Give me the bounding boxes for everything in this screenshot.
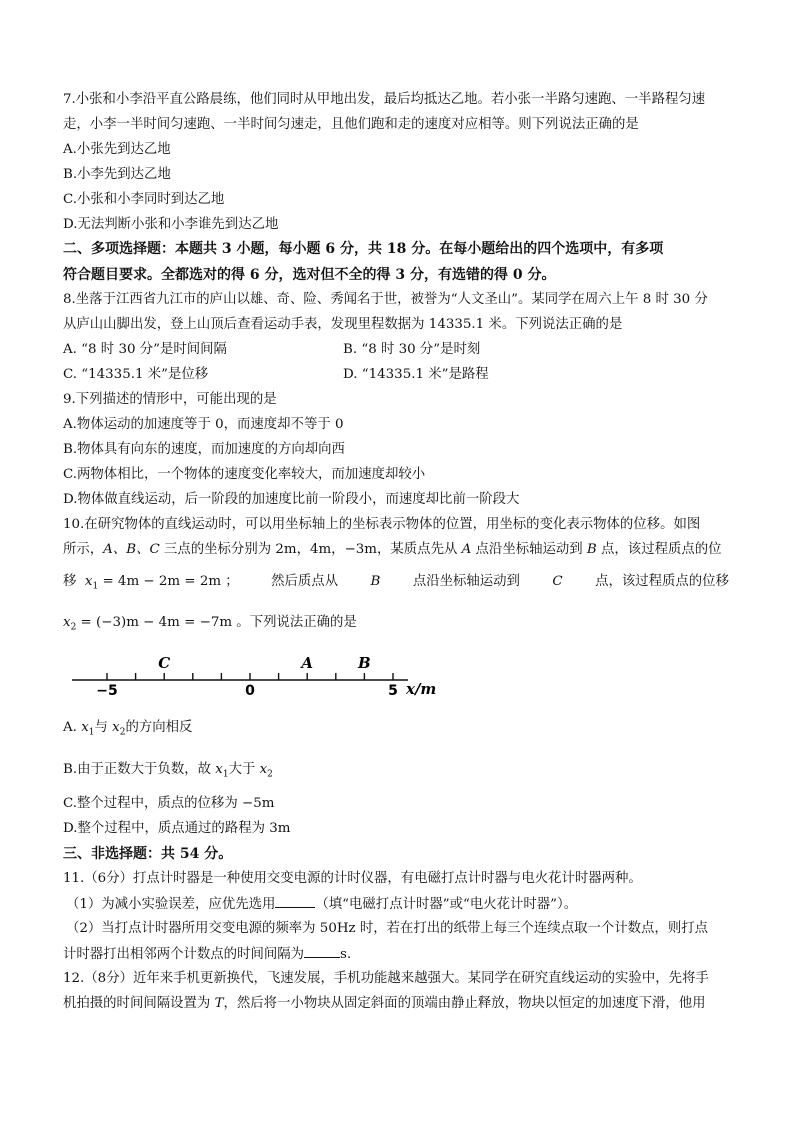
- q10-point-c: C: [552, 574, 563, 589]
- q12-line-2: [63, 995, 706, 1013]
- q10-x1-symbol: x: [81, 720, 89, 735]
- q10-text: 移: [63, 574, 77, 589]
- q10-x2-symbol: x: [112, 720, 120, 735]
- q7-option-c: C.小张和小李同时到达乙地: [63, 192, 225, 207]
- q12-line-1: 12.（8分）近年来手机更新换代，飞速发展，手机功能越来越强大。某同学在研究直线运动的实验中，先将手: [63, 971, 709, 986]
- q10-x2-subscript: 2: [70, 622, 77, 633]
- q10-point-names: A、B、C: [103, 542, 160, 557]
- q10-x2-symbol: x: [259, 762, 268, 777]
- q10-point-b: B: [370, 574, 381, 589]
- q11-part-2: （2）当打点计时器所用交变电源的频率为 50Hz 时，若在打出的纸带上每三个连续点取一个计数点，则打点: [66, 921, 708, 936]
- q10-point-a: A: [461, 542, 472, 557]
- q9-option-c: C.两物体相比，一个物体的速度变化率较大，而加速度却较小: [63, 467, 426, 482]
- q10-x1-symbol: x: [84, 574, 93, 589]
- q10-option-b: [63, 761, 273, 784]
- point-label-b: B: [358, 654, 371, 672]
- number-line-ticks: [107, 673, 393, 680]
- q8-option-b: B. “8 时 30 分”是时刻: [343, 342, 481, 357]
- q9-line-1: 9.下列描述的情形中，可能出现的是: [63, 392, 277, 407]
- q11-answer-blank-1[interactable]: [275, 895, 315, 908]
- q8-option-c: C. “14335.1 米”是位移: [63, 367, 209, 382]
- q9-option-d: D.物体做直线运动，后一阶段的加速度比前一阶段小，而速度却比前一阶段大: [63, 492, 520, 507]
- section2-heading-line-2: 符合题目要求。全都选对的得 6 分，选对但不全的得 3 分，有选错的得 0 分。: [63, 267, 556, 283]
- q10-line-2-part: 点，该过程质点的位: [596, 542, 722, 557]
- q7-line-1: 7.小张和小李沿平直公路晨练，他们同时从甲地出发，最后均抵达乙地。若小张一半路匀速跑、一半路程匀速: [63, 92, 706, 107]
- q11-part-2-cont: [63, 945, 351, 964]
- q11-part-1: [66, 895, 577, 914]
- q10-line-1: 10.在研究物体的直线运动时，可以用坐标轴上的坐标表示物体的位置，用坐标的变化表示物体的位移。如图: [63, 517, 701, 532]
- q7-line-2: 走，小李一半时间匀速跑、一半时间匀速走，且他们跑和走的速度对应相等。则下列说法正确的是: [63, 117, 639, 132]
- q11-text: 计时器打出相邻两个计数点的时间间隔为: [63, 947, 305, 962]
- q10-point-b: B: [586, 542, 597, 557]
- q12-text: ，然后将一小物块从固定斜面的顶端由静止释放，物块以恒定的加速度下滑，他用: [223, 996, 706, 1011]
- q10-text: 的方向相反: [125, 720, 193, 735]
- q11-line-1: 11.（6分）打点计时器是一种使用交变电源的计时仪器，有电磁打点计时器与电火花计时器两种。: [63, 871, 642, 886]
- axis-tick-label: 0: [245, 683, 255, 699]
- point-label-c: C: [158, 654, 171, 672]
- q10-line-2-part: 所示，: [63, 542, 104, 557]
- q10-x1-subscript: 1: [92, 581, 99, 592]
- q10-line-2-part: 点沿坐标轴运动到: [471, 542, 587, 557]
- q9-option-b: B.物体具有向东的速度，而加速度的方向却向西: [63, 442, 345, 457]
- q10-text: 点，该过程质点的位移: [595, 574, 729, 589]
- q10-x1-subscript: 1: [88, 727, 95, 738]
- q10-line-3-seg: [63, 573, 239, 596]
- number-line-figure: [68, 650, 438, 700]
- axis-tick-label: −5: [96, 683, 118, 699]
- q10-line-2-part: 三点的坐标分别为 2m，4m，−3m，某质点先从: [159, 542, 462, 557]
- q10-option-c: C.整个过程中，质点的位移为 −5m: [63, 796, 275, 811]
- q10-x2-subscript: 2: [267, 769, 273, 780]
- q7-option-d: D.无法判断小张和小李谁先到达乙地: [63, 217, 279, 232]
- q10-text: 点沿坐标轴运动到: [412, 574, 520, 589]
- q10-x1-subscript: 1: [222, 769, 229, 780]
- q8-line-2: 从庐山山脚出发，登上山顶后查看运动手表，发现里程数据为 14335.1 米。下列说法正确的是: [63, 317, 623, 332]
- q8-line-1: 8.坐落于江西省九江市的庐山以雄、奇、险、秀闻名于世，被誉为“人文圣山”。某同学在周六上午 8 时 30 分: [63, 292, 708, 307]
- q10-text: B.由于正数大于负数，故: [63, 762, 216, 777]
- q10-x1-symbol: x: [215, 762, 223, 777]
- q10-option-a: [63, 719, 192, 742]
- q11-text: （1）为减小实验误差，应优先选用: [66, 897, 276, 912]
- q7-option-a: A.小张先到达乙地: [63, 142, 171, 157]
- q10-x2-symbol: x: [63, 615, 71, 630]
- q7-option-b: B.小李先到达乙地: [63, 167, 171, 182]
- axis-tick-label: 5: [388, 683, 398, 699]
- q10-x1-equation: = 4m − 2m = 2m ；: [98, 574, 239, 589]
- q12-text: 机拍摄的时间间隔设置为: [63, 996, 215, 1011]
- q11-answer-blank-2[interactable]: [304, 945, 340, 958]
- q10-text: A.: [63, 720, 82, 735]
- q12-period-symbol: T: [214, 996, 224, 1011]
- q8-option-d: D. “14335.1 米”是路程: [343, 367, 489, 382]
- q10-line-3: [63, 573, 729, 596]
- q10-text: 大于: [228, 762, 260, 777]
- q11-text: s.: [340, 947, 352, 962]
- q10-line-4: [63, 614, 357, 637]
- q11-text: （填“电磁打点计时器”或“电火花计时器”）。: [315, 897, 578, 912]
- axis-label: x/m: [406, 680, 437, 698]
- section2-heading-line-1: 二、多项选择题：本题共 3 小题，每小题 6 分，共 18 分。在每小题给出的四个选项中，有多项: [63, 241, 664, 257]
- q10-line-2: [63, 541, 722, 559]
- point-label-a: A: [301, 654, 314, 672]
- number-line-point-labels: [158, 654, 371, 672]
- q10-text: 然后质点从: [271, 574, 339, 589]
- q10-x2-subscript: 2: [119, 727, 126, 738]
- q9-option-a: A.物体运动的加速度等于 0，而速度却不等于 0: [63, 417, 344, 432]
- q10-text: 。下列说法正确的是: [232, 615, 357, 630]
- q10-x2-equation: = (−3)m − 4m = −7m: [76, 615, 233, 630]
- q10-option-d: D.整个过程中，质点通过的路程为 3m: [63, 821, 291, 836]
- q8-option-a: A. “8 时 30 分”是时间间隔: [63, 342, 227, 357]
- number-line-tick-labels: [96, 683, 398, 699]
- q10-text: 与: [94, 720, 113, 735]
- section3-heading: 三、非选择题：共 54 分。: [63, 846, 233, 862]
